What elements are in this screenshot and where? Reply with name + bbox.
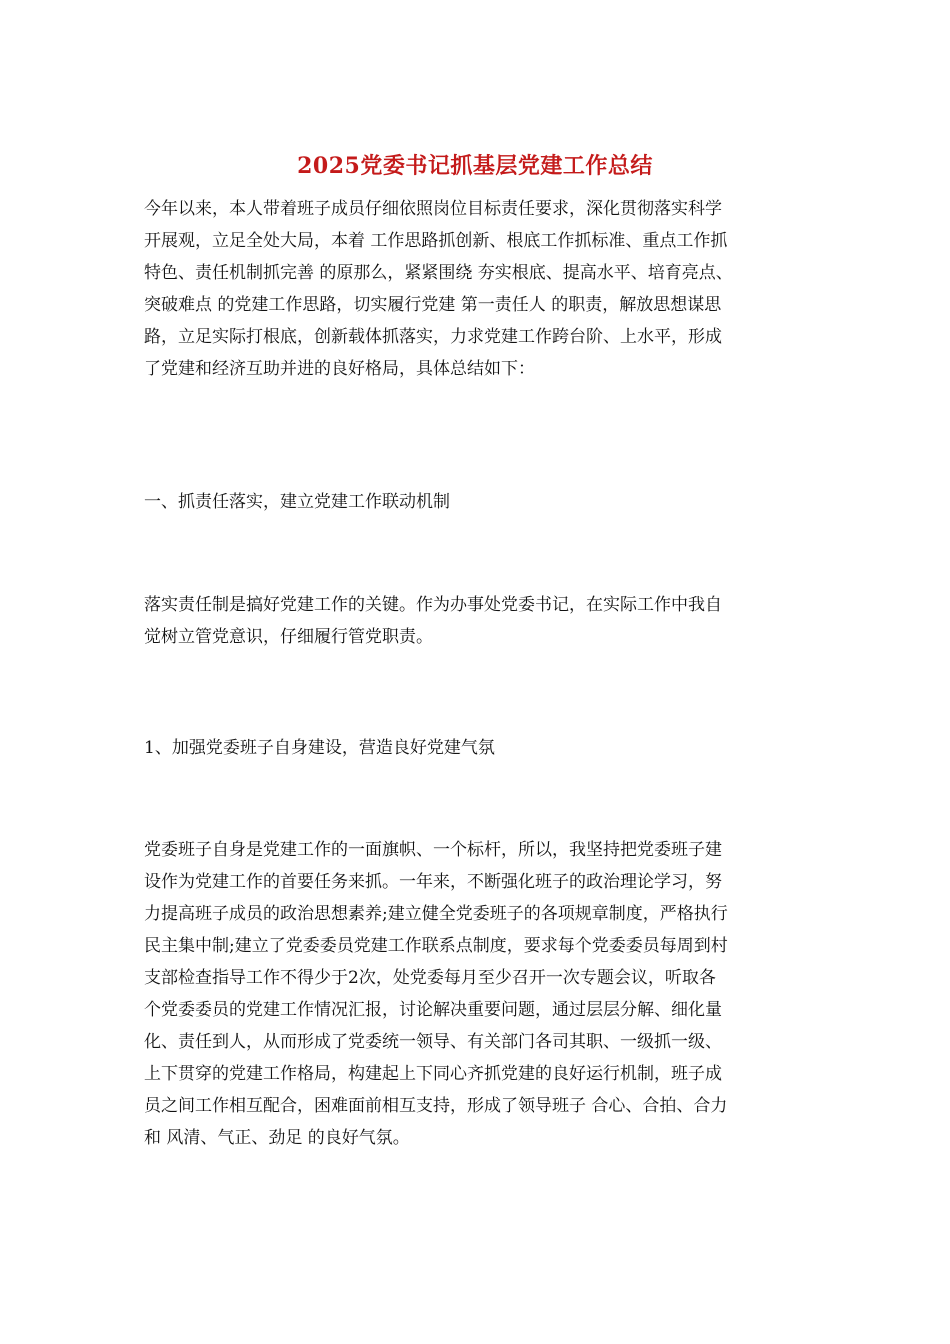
text-line: 今年以来，本人带着班子成员仔细依照岗位目标责任要求，深化贯彻落实科学	[144, 199, 722, 219]
document-title: 2025党委书记抓基层党建工作总结	[297, 153, 653, 179]
text-line: 员之间工作相互配合，困难面前相互支持，形成了领导班子 合心、合拍、合力	[144, 1096, 728, 1116]
text-line: 支部检查指导工作不得少于2次，处党委每月至少召开一次专题会议，听取各	[144, 968, 716, 988]
text-line: 党委班子自身是党建工作的一面旗帜、一个标杆，所以，我坚持把党委班子建	[144, 840, 722, 860]
heading-text: 1、加强党委班子自身建设，营造良好党建气氛	[144, 738, 495, 758]
subsection-heading-1	[144, 732, 810, 764]
section-paragraph-1	[144, 589, 810, 653]
text-line: 觉树立管党意识，仔细履行管党职责。	[144, 627, 433, 647]
text-line: 突破难点 的党建工作思路，切实履行党建 第一责任人 的职责，解放思想谋思	[144, 295, 722, 315]
text-line: 民主集中制;建立了党委委员党建工作联系点制度，要求每个党委委员每周到村	[144, 936, 728, 956]
heading-text: 一、抓责任落实，建立党建工作联动机制	[144, 492, 450, 512]
text-line: 化、责任到人，从而形成了党委统一领导、有关部门各司其职、一级抓一级、	[144, 1032, 722, 1052]
text-line: 和 风清、气正、劲足 的良好气氛。	[144, 1128, 410, 1148]
text-line: 设作为党建工作的首要任务来抓。一年来，不断强化班子的政治理论学习，努	[144, 872, 722, 892]
intro-paragraph	[144, 193, 810, 385]
text-line: 上下贯穿的党建工作格局，构建起上下同心齐抓党建的良好运行机制，班子成	[144, 1064, 722, 1084]
text-line: 特色、责任机制抓完善 的原那么，紧紧围绕 夯实根底、提高水平、培育亮点、	[144, 263, 733, 283]
text-line: 个党委委员的党建工作情况汇报，讨论解决重要问题，通过层层分解、细化量	[144, 1000, 722, 1020]
text-line: 了党建和经济互助并进的良好格局，具体总结如下：	[144, 359, 535, 379]
text-line: 落实责任制是搞好党建工作的关键。作为办事处党委书记，在实际工作中我自	[144, 595, 722, 615]
text-line: 路，立足实际打根底，创新载体抓落实，力求党建工作跨台阶、上水平，形成	[144, 327, 722, 347]
subsection-paragraph-1	[144, 834, 810, 1154]
text-line: 力提高班子成员的政治思想素养;建立健全党委班子的各项规章制度，严格执行	[144, 904, 728, 924]
section-heading-1	[144, 486, 810, 518]
text-line: 开展观，立足全处大局，本着 工作思路抓创新、根底工作抓标准、重点工作抓	[144, 231, 728, 251]
